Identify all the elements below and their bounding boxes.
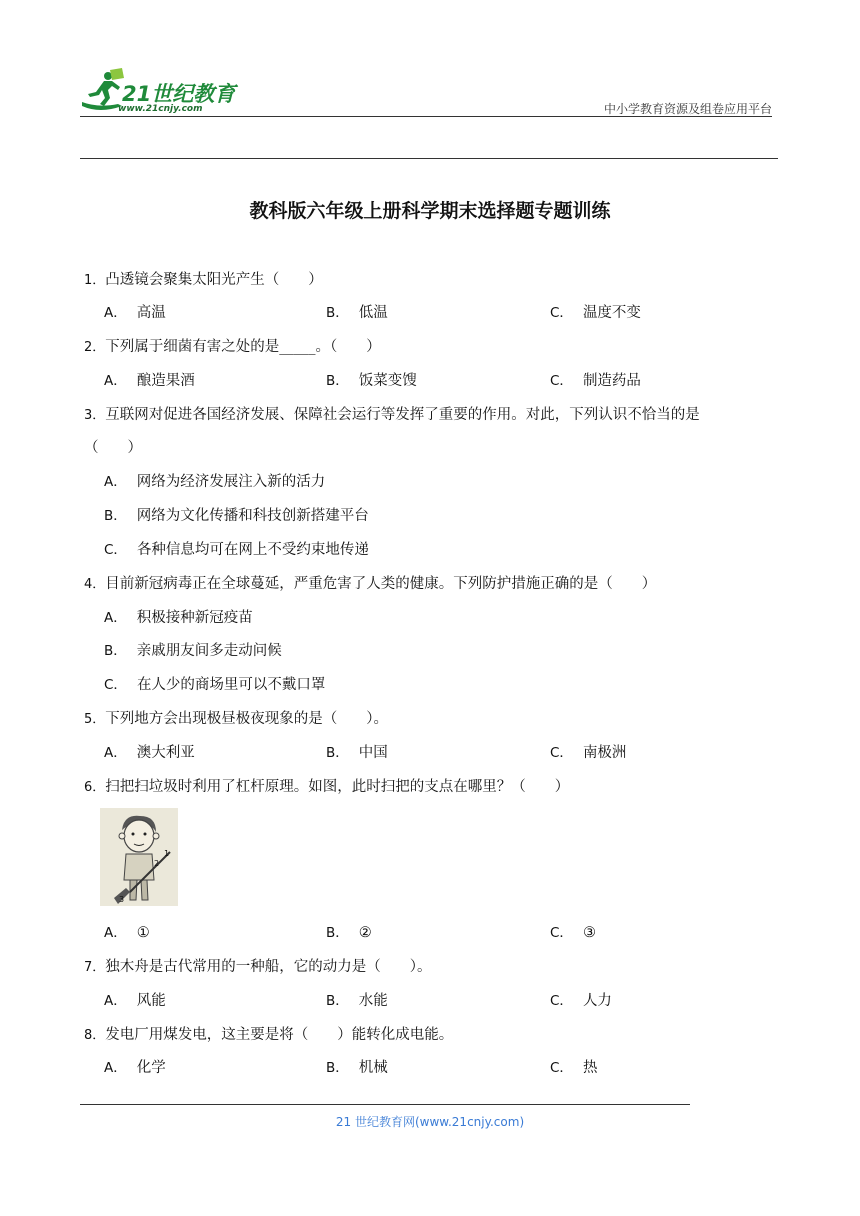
footer-divider (80, 1104, 690, 1105)
q6-option-b[interactable]: B． ② (326, 925, 372, 941)
question-6: 6．扫把扫垃圾时利用了杠杆原理。如图，此时扫把的支点在哪里？（ ） (84, 779, 570, 795)
q2-option-c[interactable]: C． 制造药品 (550, 373, 641, 389)
q8-option-a[interactable]: A． 化学 (104, 1060, 166, 1076)
q7-option-a[interactable]: A． 风能 (104, 993, 166, 1009)
q6-option-a[interactable]: A． ① (104, 925, 150, 941)
q4-option-c[interactable]: C． 在人少的商场里可以不戴口罩 (104, 677, 326, 693)
svg-text:3: 3 (119, 895, 125, 904)
question-7: 7．独木舟是古代常用的一种船，它的动力是（ ）。 (84, 959, 432, 975)
svg-text:2: 2 (154, 859, 160, 868)
q1-option-c[interactable]: C． 温度不变 (550, 305, 641, 321)
svg-text:1: 1 (164, 849, 170, 858)
q5-option-b[interactable]: B． 中国 (326, 745, 388, 761)
q4-option-b[interactable]: B． 亲戚朋友间多走动问候 (104, 643, 282, 659)
q4-option-a[interactable]: A． 积极接种新冠疫苗 (104, 610, 253, 626)
q7-option-c[interactable]: C． 人力 (550, 993, 612, 1009)
q1-option-b[interactable]: B． 低温 (326, 305, 388, 321)
q8-option-b[interactable]: B． 机械 (326, 1060, 388, 1076)
q7-option-b[interactable]: B． 水能 (326, 993, 388, 1009)
q3-option-a[interactable]: A． 网络为经济发展注入新的活力 (104, 474, 326, 490)
sweeping-boy-image (100, 808, 178, 906)
header-divider (80, 116, 772, 117)
question-4: 4．目前新冠病毒正在全球蔓延，严重危害了人类的健康。下列防护措施正确的是（ ） (84, 576, 657, 592)
q8-option-c[interactable]: C． 热 (550, 1060, 598, 1076)
q1-option-a[interactable]: A． 高温 (104, 305, 166, 321)
question-5: 5．下列地方会出现极昼极夜现象的是（ ）。 (84, 711, 389, 727)
footer-link[interactable]: 21 世纪教育网(www.21cnjy.com) (335, 1115, 525, 1129)
question-3-continued: （ ） (84, 440, 142, 456)
q5-option-a[interactable]: A． 澳大利亚 (104, 745, 195, 761)
q3-option-c[interactable]: C． 各种信息均可在网上不受约束地传递 (104, 542, 369, 558)
q2-option-b[interactable]: B． 饭菜变馊 (326, 373, 417, 389)
logo-url: www.21cnjy.com (118, 104, 203, 114)
q6-option-c[interactable]: C． ③ (550, 925, 596, 941)
q5-option-c[interactable]: C． 南极洲 (550, 745, 627, 761)
question-8: 8．发电厂用煤发电，这主要是将（ ）能转化成电能。 (84, 1027, 454, 1043)
question-1: 1．凸透镜会聚集太阳光产生（ ） (84, 272, 323, 288)
header-divider-2 (80, 158, 778, 159)
q3-option-b[interactable]: B． 网络为文化传播和科技创新搭建平台 (104, 508, 369, 524)
page-title: 教科版六年级上册科学期末选择题专题训练 (249, 200, 611, 222)
q2-option-a[interactable]: A． 酿造果酒 (104, 373, 195, 389)
question-3: 3．互联网对促进各国经济发展、保障社会运行等发挥了重要的作用。对此，下列认识不恰当的是 (84, 407, 700, 423)
platform-label: 中小学教育资源及组卷应用平台 (603, 102, 772, 116)
question-2: 2．下列属于细菌有害之处的是_____。（ ） (84, 339, 381, 355)
logo-text: 21世纪教育 (122, 82, 236, 106)
